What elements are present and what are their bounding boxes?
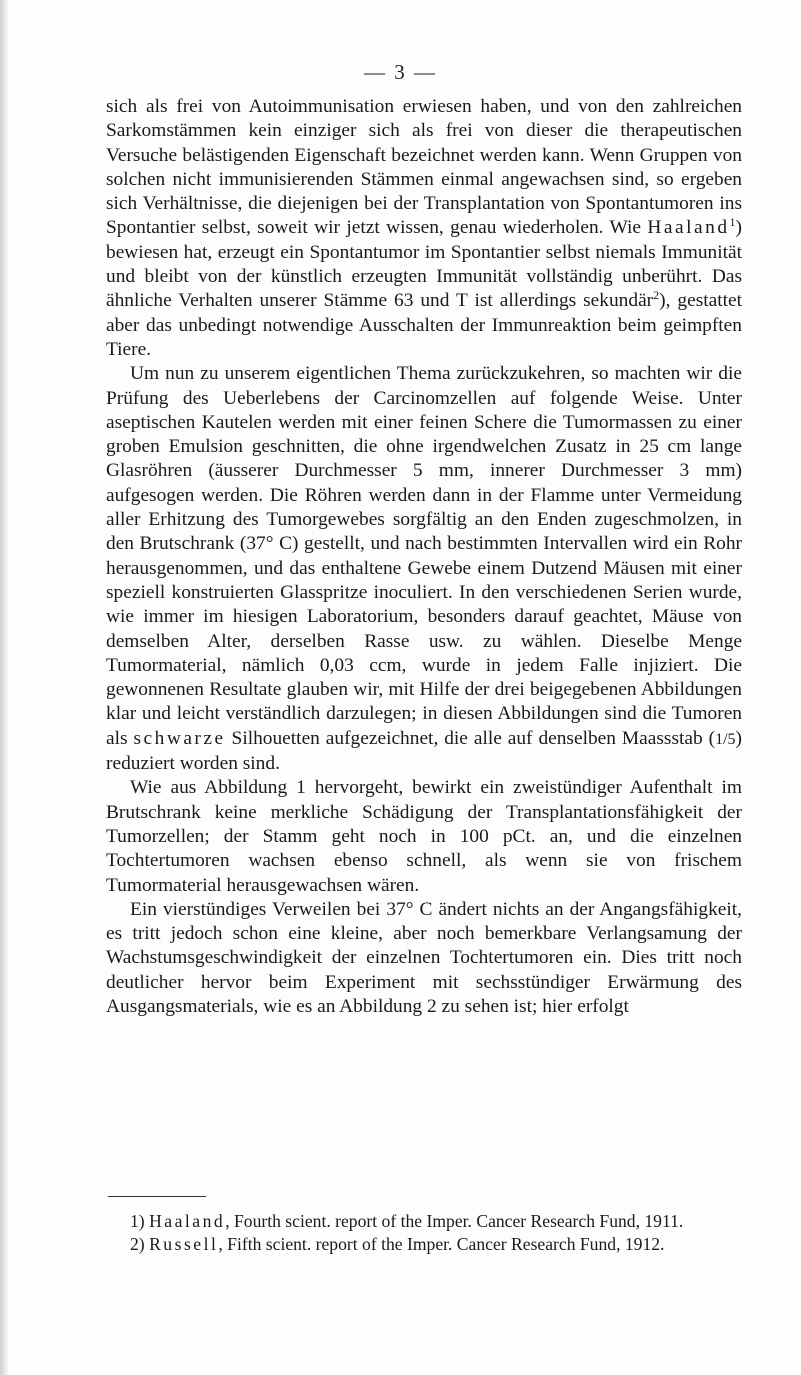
paragraph-4: Ein vierstündiges Verweilen bei 37° C ändert nichts an der Angangsfähigkeit, es tritt jedoch schon eine kleine, aber noch bemerkbare Verlangsamung der Wachstumsgeschwindigkeit der einzelnen Tochtertumoren ein. Dies tritt noch deutlicher hervor beim Experiment mit sechsstündiger Erwärmung des Ausgangsmaterials, wie es an Abbildung 2 zu sehen ist; hier erfolgt [106,898,742,1017]
footnote-1-number: 1) [130,1211,145,1231]
footnote-2-text: , Fifth scient. report of the Imper. Cancer Research Fund, 1912. [218,1233,665,1254]
footnote-separator [108,1196,206,1197]
paragraph-1-text-a: sich als frei von Autoimmunisation erwiesen haben, und von den zahlreichen Sarkomstämmen kein einziger sich als frei von dieser die therapeutischen Versuche belästigenden Eigenschaft bezeichnet werden kann. Wenn Gruppen von solchen nicht immunisierenden Stämmen einmal angewachsen sind, so ergeben sich Verhältnisse, die diejenigen bei der Transplantation von Spontantumoren ins Spontantier selbst, soweit wir jetzt wissen, genau wiederholen. Wie [106,96,742,239]
author-name-haaland: Haaland [647,217,730,239]
paragraph-1 [106,95,742,362]
footnote-1-author: Haaland [149,1211,226,1231]
paragraph-1-text-b: ) bewiesen hat, erzeugt ein Spontantumor im Spontantier selbst niemals Immunität und bleibt von der künstlich erzeugten Immunität vollständig unberührt. Das ähnliche Verhalten unserer Stämme 63 und T ist allerdings sekundär [106,217,742,312]
paragraph-1-text-c: ), gestattet aber das unbedingt notwendige Ausschalten der Immunreaktion beim geimpften Tiere. [106,290,742,360]
page-number: — 3 — [364,60,437,84]
emphasis-schwarze: schwarze [133,727,226,749]
page-binding-edge [0,0,8,1375]
footnote-1 [106,1210,742,1233]
footnote-2-number: 2) [130,1233,145,1254]
footnote-2 [106,1233,742,1256]
footnote-ref-1: 1 [729,215,736,230]
paragraph-2-text-a: Um nun zu unserem eigentlichen Thema zurückzukehren, so machten wir die Prüfung des Ueberlebens der Carcinomzellen auf folgende Weise. Unter aseptischen Kautelen werden mit einer feinen Schere die Tumormassen zu einer groben Emulsion geschnitten, die ohne irgendwelchen Zusatz in 25 cm lange Glasröhren (äusserer Durchmesser 5 mm, innerer Durchmesser 3 mm) aufgesogen werden. Die Röhren werden dann in der Flamme unter Vermeidung aller Erhitzung des Tumorgewebes sorgfältig an den Enden zugeschmolzen, in den Brutschrank (37° C) gestellt, und nach bestimmten Intervallen wird ein Rohr herausgenommen, und das enthaltene Gewebe einem Dutzend Mäusen mit einer speziell konstruierten Glasspritze inoculiert. In den verschiedenen Serien wurde, wie immer im hiesigen Laboratorium, besonders darauf geachtet, Mäuse von demselben Alter, derselben Rasse usw. zu wählen. Dieselbe Menge Tumormaterial, nämlich 0,03 ccm, wurde in jedem Falle injiziert. Die gewonnenen Resultate glauben wir, mit Hilfe der drei beigegebenen Abbildungen klar und leicht verständlich darzulegen; in diesen Abbildungen sind die Tumoren als [106,363,742,749]
body-text [106,95,742,1019]
paragraph-2 [106,362,742,776]
footnote-ref-2: 2 [653,288,660,303]
footnote-2-author: Russell [149,1233,219,1254]
paragraph-2-text-c: ) reduziert worden sind. [106,727,742,775]
paragraph-3: Wie aus Abbildung 1 hervorgeht, bewirkt ein zweistündiger Aufenthalt im Brutschrank keine merkliche Schädigung der Transplantationsfähigkeit der Tumorzellen; der Stamm geht noch in 100 pCt. an, und die einzelnen Tochtertumoren wachsen ebenso schnell, als wenn sie von frischem Tumormaterial herausgewachsen wären. [106,777,742,896]
footnotes [106,1210,742,1255]
footnote-1-text: , Fourth scient. report of the Imper. Cancer Research Fund, 1911. [225,1211,684,1231]
paragraph-2-text-b: Silhouetten aufgezeichnet, die alle auf denselben Maassstab ( [225,727,716,749]
scale-fraction: 1/5 [715,730,736,748]
